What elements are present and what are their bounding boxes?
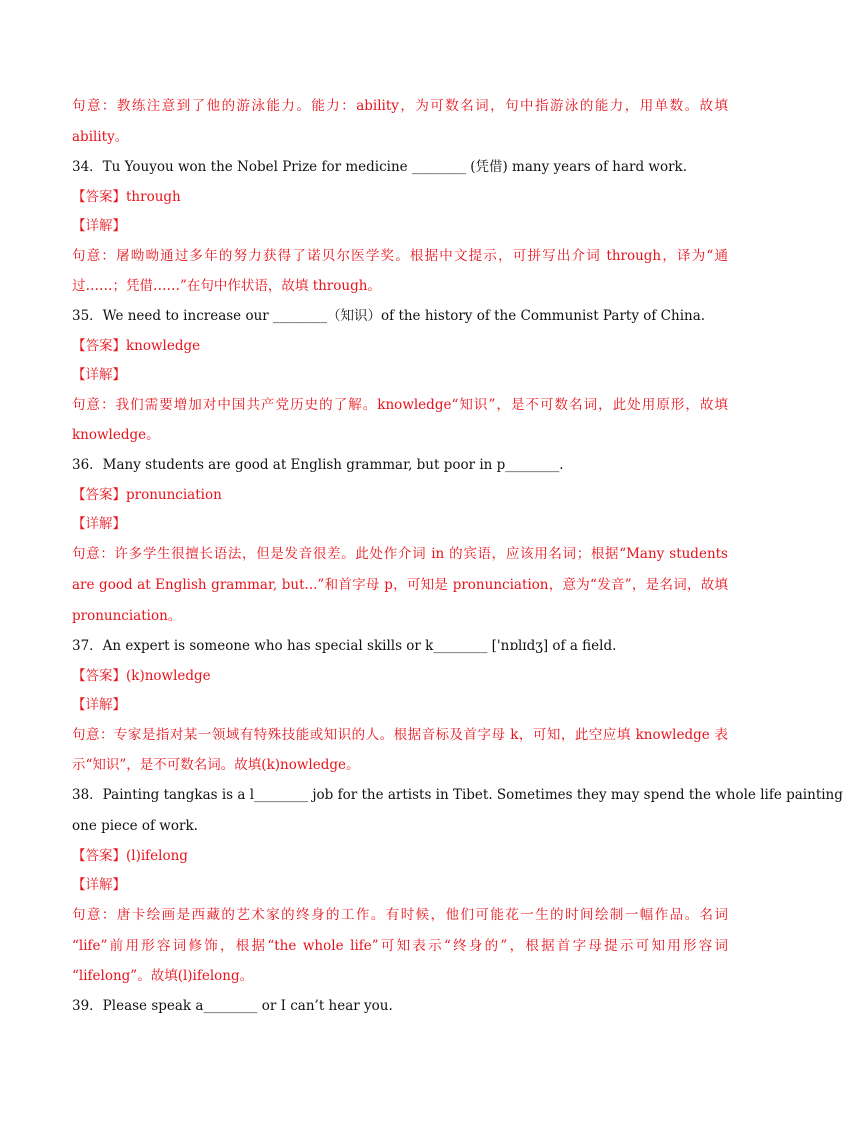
- text-line: 句意：屠呦呦通过多年的努力获得了诺贝尔医学奖。根据中文提示，可拼写出介词 through，译为“通: [72, 248, 728, 264]
- text-line: 过……；凭借……”在句中作状语，故填 through。: [72, 278, 381, 294]
- answer-37: 【答案】(k)nowledge: [72, 668, 211, 684]
- text-line: 句意：唐卡绘画是西藏的艺术家的终身的工作。有时候，他们可能花一生的时间绘制一幅作品。名词: [72, 907, 728, 923]
- text-line: “life”前用形容词修饰，根据“the whole life”可知表示“终身的”，根据首字母提示可知用形容词: [72, 938, 728, 954]
- explanation-heading-36: 【详解】: [72, 516, 126, 532]
- text-line: pronunciation。: [72, 608, 182, 624]
- explanation-heading-34: 【详解】: [72, 218, 126, 234]
- question-39: 39．Please speak a________ or I can’t hear you.: [72, 998, 393, 1014]
- text-line: 句意：教练注意到了他的游泳能力。能力：ability，为可数名词，句中指游泳的能力，用单数。故填: [72, 98, 728, 114]
- text-line: “lifelong”。故填(l)ifelong。: [72, 968, 254, 984]
- explanation-heading-35: 【详解】: [72, 367, 126, 383]
- question-35: 35．We need to increase our ________（知识）of the history of the Communist Party of China.: [72, 308, 706, 324]
- question-38: 38．Painting tangkas is a l________ job for the artists in Tibet. Sometimes they may spend the whole life painting: [72, 787, 843, 803]
- explanation-heading-37: 【详解】: [72, 697, 126, 713]
- question-37: 37．An expert is someone who has special skills or k________ ['nɒlɪdʒ] of a field.: [72, 638, 617, 654]
- answer-36: 【答案】pronunciation: [72, 487, 222, 503]
- question-34: 34．Tu Youyou won the Nobel Prize for medicine ________ (凭借) many years of hard work.: [72, 159, 688, 175]
- text-line: 句意：我们需要增加对中国共产党历史的了解。knowledge“知识”，是不可数名词，此处用原形，故填: [72, 397, 728, 413]
- text-line: ability。: [72, 129, 129, 145]
- answer-38: 【答案】(l)ifelong: [72, 848, 188, 864]
- text-line: are good at English grammar, but...”和首字母 p，可知是 pronunciation，意为“发音”，是名词，故填: [72, 577, 728, 593]
- question-36: 36．Many students are good at English grammar, but poor in p________.: [72, 457, 564, 473]
- explanation-heading-38: 【详解】: [72, 877, 126, 893]
- text-line: 句意：专家是指对某一领域有特殊技能或知识的人。根据音标及首字母 k，可知，此空应填 knowledge 表: [72, 727, 728, 743]
- text-line: 示“知识”，是不可数名词。故填(k)nowledge。: [72, 757, 360, 773]
- text-line: one piece of work.: [72, 818, 198, 834]
- answer-34: 【答案】through: [72, 189, 181, 205]
- answer-35: 【答案】knowledge: [72, 338, 201, 354]
- text-line: 句意：许多学生很擅长语法，但是发音很差。此处作介词 in 的宾语，应该用名词；根据“Many students: [72, 546, 728, 562]
- text-line: knowledge。: [72, 427, 160, 443]
